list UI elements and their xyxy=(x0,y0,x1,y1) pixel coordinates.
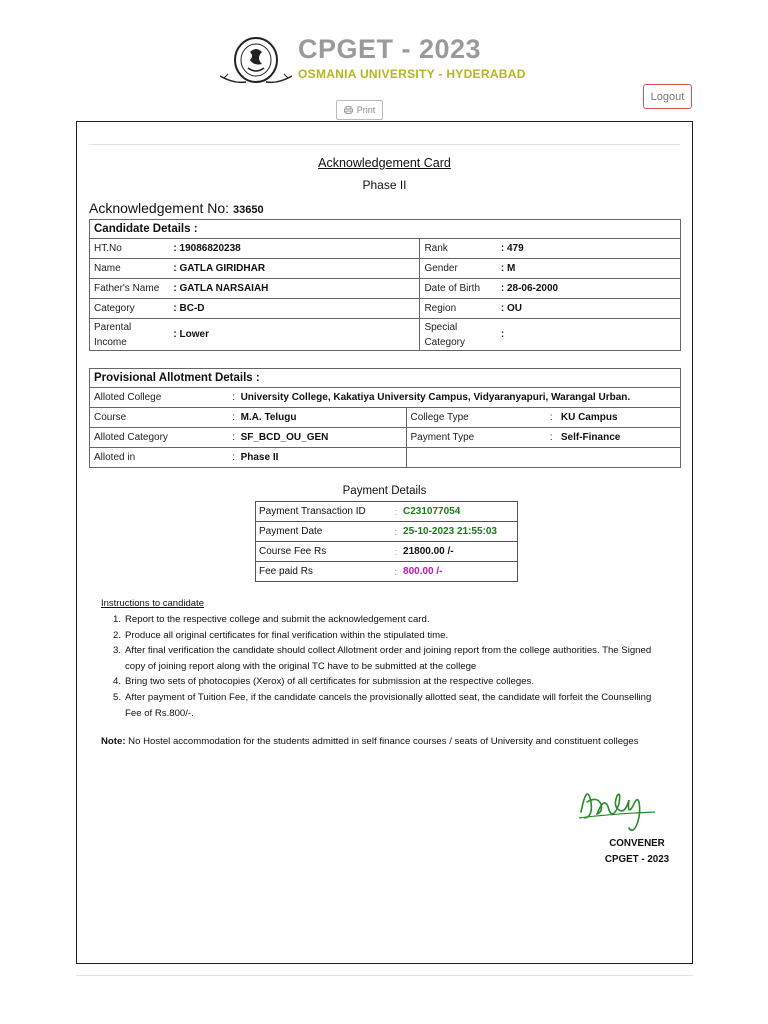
table-row xyxy=(90,408,681,428)
instructions-heading: Instructions to candidate xyxy=(101,598,204,609)
colon: : xyxy=(232,412,236,423)
brand-subtitle: OSMANIA UNIVERSITY - HYDERABAD xyxy=(298,67,526,81)
cell-label: Alloted in xyxy=(90,448,229,468)
table-row xyxy=(256,562,518,582)
convener-org: CPGET - 2023 xyxy=(604,854,670,865)
convener-block xyxy=(597,836,677,868)
course-value: M.A. Telugu xyxy=(240,412,297,423)
acknowledgement-number xyxy=(89,200,264,216)
table-row xyxy=(256,542,518,562)
cell-value xyxy=(546,408,681,428)
list-item: 2. Produce all original certificates for final verification within the stipulated time. xyxy=(113,629,449,641)
cell-label xyxy=(90,319,170,351)
payment-date-value: 25-10-2023 21:55:03 xyxy=(400,522,517,542)
list-item: 1. Report to the respective college and submit the acknowledgement card. xyxy=(113,614,430,625)
allotment-heading: Provisional Allotment Details : xyxy=(90,369,681,388)
cell-label: Alloted College xyxy=(90,388,229,408)
colon: : xyxy=(232,432,236,443)
special-label-line2: Category xyxy=(424,336,466,348)
colon: : xyxy=(392,562,401,582)
fee-paid-value: 800.00 /- xyxy=(400,562,517,582)
ack-label: Acknowledgement No: xyxy=(89,200,230,216)
cell-label: Fee paid Rs xyxy=(256,562,392,582)
logout-button[interactable]: Logout xyxy=(643,84,692,109)
table-row xyxy=(90,388,681,408)
cell-label: Category xyxy=(90,299,170,319)
cell-value xyxy=(228,428,406,448)
cell-label: Region xyxy=(420,299,497,319)
card-title: Acknowledgement Card xyxy=(318,156,451,170)
convener-role: CONVENER xyxy=(609,838,665,849)
university-logo-icon xyxy=(218,34,294,90)
table-row xyxy=(256,522,518,542)
colon: : xyxy=(232,392,236,403)
print-label: Print xyxy=(356,105,376,115)
table-row xyxy=(90,448,681,468)
cell-label: Date of Birth xyxy=(420,279,497,299)
alloted-category-value: SF_BCD_OU_GEN xyxy=(240,432,329,443)
cell-label: Payment Date xyxy=(256,522,392,542)
course-fee-value: 21800.00 /- xyxy=(400,542,517,562)
cell-value: : 479 xyxy=(497,239,681,259)
table-row xyxy=(90,299,681,319)
table-row xyxy=(90,239,681,259)
cell-label: Course xyxy=(90,408,229,428)
ack-value: 33650 xyxy=(232,204,264,216)
card-phase: Phase II xyxy=(362,178,407,192)
table-row xyxy=(90,428,681,448)
instructions-list xyxy=(113,612,668,721)
brand-title: CPGET - 2023 xyxy=(298,34,482,64)
cell-label: Payment Type xyxy=(406,428,546,448)
cell-label: College Type xyxy=(406,408,546,428)
table-row xyxy=(90,279,681,299)
cell-label: Payment Transaction ID xyxy=(256,502,392,522)
page-header xyxy=(0,0,768,130)
alloted-in-value: Phase II xyxy=(240,452,279,463)
cell-value: : xyxy=(497,319,681,351)
cell-label xyxy=(420,319,497,351)
parental-label-line1: Parental xyxy=(94,321,132,333)
cell-value xyxy=(228,448,406,468)
cell-value: : 28-06-2000 xyxy=(497,279,681,299)
note-text: No Hostel accommodation for the students admitted in self finance courses / seats of University and constituent colleges xyxy=(125,736,639,747)
list-item: 5. After payment of Tuition Fee, if the candidate cancels the provisionally allotted seat, the candidate will forfeit the Counselling Fee of Rs.800/-. xyxy=(113,691,652,719)
cell-value xyxy=(228,408,406,428)
table-row xyxy=(90,259,681,279)
colon: : xyxy=(549,412,553,423)
cell-label: Alloted Category xyxy=(90,428,229,448)
cell-value xyxy=(546,428,681,448)
cell-value: : OU xyxy=(497,299,681,319)
college-type-value: KU Campus xyxy=(560,412,618,423)
table-row xyxy=(256,502,518,522)
cell-label: Father's Name xyxy=(90,279,170,299)
colon: : xyxy=(392,522,401,542)
cell-value: : M xyxy=(497,259,681,279)
cell-value: : 19086820238 xyxy=(169,239,420,259)
divider xyxy=(89,144,680,145)
colon: : xyxy=(549,432,553,443)
divider xyxy=(76,975,693,976)
printer-icon xyxy=(344,106,353,114)
print-button[interactable] xyxy=(336,100,383,120)
list-item: 3. After final verification the candidate should collect Allotment order and joining report from the college authorities. The Signed copy of joining report along with the original TC have to be submitted at the college xyxy=(113,645,652,672)
transaction-id-value: C231077054 xyxy=(400,502,517,522)
payment-type-value: Self-Finance xyxy=(560,432,621,443)
cell-value: : GATLA GIRIDHAR xyxy=(169,259,420,279)
special-label-line1: Special xyxy=(424,321,458,333)
candidate-details-table xyxy=(89,219,681,351)
parental-label-line2: Income xyxy=(94,336,127,348)
colon: : xyxy=(392,542,401,562)
hostel-note xyxy=(101,734,661,750)
empty-cell xyxy=(406,448,681,468)
candidate-heading: Candidate Details : xyxy=(90,220,681,239)
cell-label: HT.No xyxy=(90,239,170,259)
cell-value: : GATLA NARSAIAH xyxy=(169,279,420,299)
cell-value xyxy=(228,388,680,408)
cell-value: : Lower xyxy=(169,319,420,351)
cell-label: Course Fee Rs xyxy=(256,542,392,562)
table-row xyxy=(90,319,681,351)
cell-label: Rank xyxy=(420,239,497,259)
colon: : xyxy=(392,502,401,522)
colon: : xyxy=(232,452,236,463)
cell-label: Name xyxy=(90,259,170,279)
list-item: 4. Bring two sets of photocopies (Xerox) of all certificates for submission at the respective colleges. xyxy=(113,676,534,688)
convener-signature-icon xyxy=(573,772,673,837)
cell-label: Gender xyxy=(420,259,497,279)
cell-value: : BC-D xyxy=(169,299,420,319)
payment-details-table xyxy=(255,501,518,582)
payment-heading: Payment Details xyxy=(342,485,427,497)
note-label: Note: xyxy=(101,736,126,747)
acknowledgement-card xyxy=(76,121,693,964)
allotment-details-table xyxy=(89,368,681,468)
alloted-college-value: University College, Kakatiya University Campus, Vidyaranyapuri, Warangal Urban. xyxy=(240,392,631,403)
